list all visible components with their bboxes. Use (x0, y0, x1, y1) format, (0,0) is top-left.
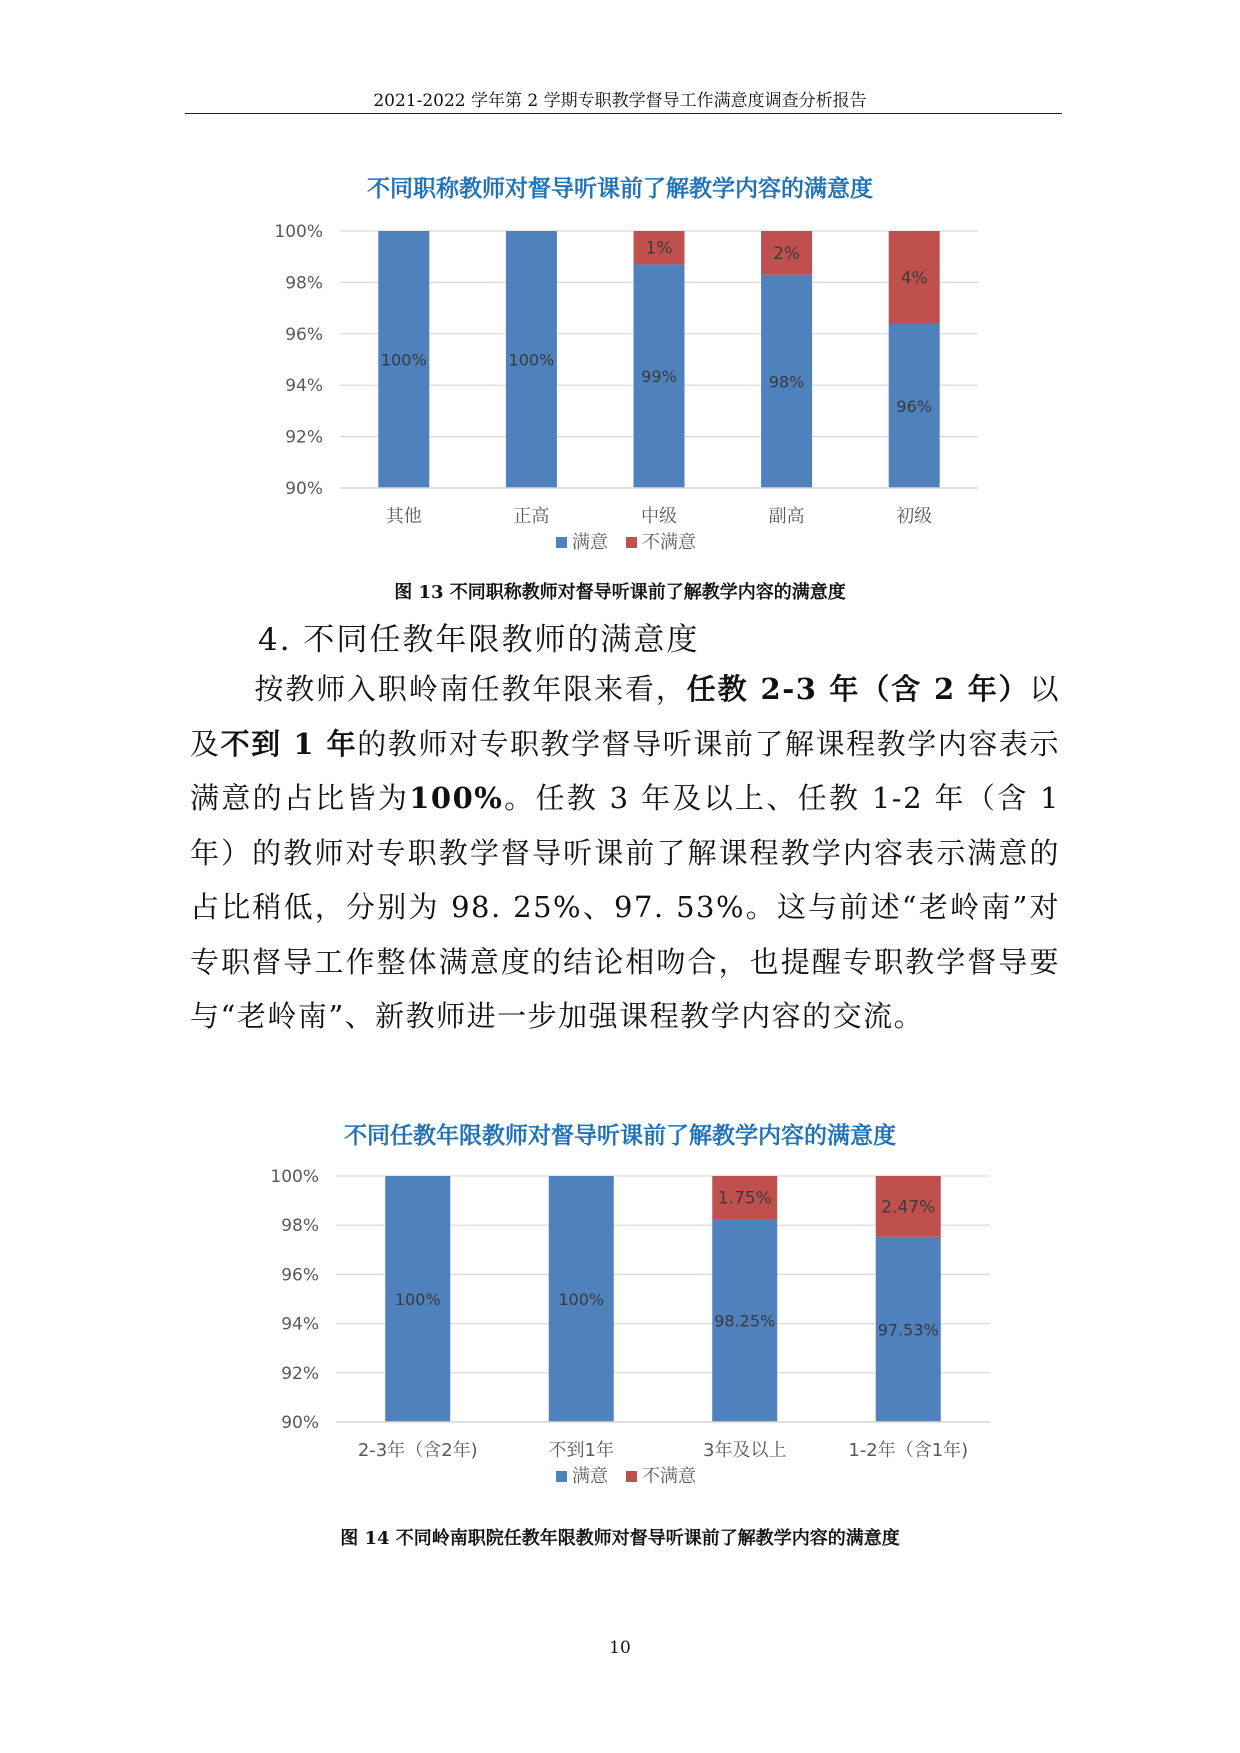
x-tick-label: 3年及以上 (703, 1440, 787, 1461)
data-label-satisfied: 96% (896, 396, 932, 416)
x-tick-label: 2-3年（含2年) (357, 1440, 478, 1461)
y-tick-label: 90% (285, 479, 323, 499)
y-tick-label: 92% (285, 427, 323, 448)
data-label-satisfied: 100% (380, 350, 427, 370)
paragraph-run: 任教 2-3 年（含 2 年） (686, 672, 1030, 706)
x-tick-label: 副高 (768, 506, 805, 527)
data-label-unsatisfied: 1.75% (717, 1188, 772, 1209)
y-tick-label: 98% (285, 273, 323, 294)
data-label-satisfied: 98.25% (714, 1311, 776, 1331)
figure13-chart (0, 200, 1240, 600)
figure14-caption: 图 14 不同岭南职院任教年限教师对督导听课前了解教学内容的满意度 (340, 1528, 900, 1549)
figure13-chart-title: 不同职称教师对督导听课前了解教学内容的满意度 (367, 176, 873, 202)
y-tick-label: 94% (285, 376, 323, 397)
y-tick-label: 94% (281, 1314, 319, 1335)
data-label-satisfied: 100% (558, 1290, 605, 1309)
paragraph-run: 。任教 3 年及以上、任教 1-2 年（含 1 年）的教师对专职教学督导听课前了解课程教学内容表示满意的占比稍低，分别为 98. 25%、97. 53%。这与前述“老岭南”对专职督导工作整体满意度的结论相吻合，也提醒专职教学督导要与“老岭南”、新教师进一步加强课程教学内容的交流。 (190, 781, 1060, 1033)
data-label-satisfied: 98% (768, 372, 805, 392)
page-number: 10 (609, 1638, 631, 1658)
legend-swatch-unsatisfied (626, 537, 637, 548)
paragraph-run: 的教师对专职教学督导听课前了解课程教学内容表示满意的占比皆为 (190, 726, 1060, 815)
y-tick-label: 96% (281, 1265, 319, 1286)
body-paragraph (190, 662, 1060, 1044)
figure13-caption: 图 13 不同职称教师对督导听课前了解教学内容的满意度 (394, 582, 846, 603)
legend-swatch-unsatisfied (626, 1471, 637, 1482)
data-label-satisfied: 99% (641, 367, 677, 387)
x-tick-label: 其他 (385, 506, 422, 527)
legend-swatch-satisfied (556, 537, 567, 548)
paragraph-run: 以及 (190, 672, 1060, 761)
x-tick-label: 不到1年 (548, 1440, 614, 1461)
legend-label-satisfied: 满意 (572, 532, 608, 553)
data-label-unsatisfied: 2.47% (881, 1197, 936, 1218)
legend-label-satisfied: 满意 (572, 1466, 608, 1487)
x-tick-label: 正高 (513, 506, 550, 527)
paragraph-run: 100% (409, 781, 504, 815)
data-label-unsatisfied: 2% (773, 243, 801, 264)
paragraph-run: 按教师入职岭南任教年限来看， (254, 672, 687, 706)
y-tick-label: 100% (274, 222, 323, 242)
y-tick-label: 100% (270, 1167, 319, 1187)
data-label-unsatisfied: 1% (645, 238, 673, 259)
figure14-chart-title: 不同任教年限教师对督导听课前了解教学内容的满意度 (344, 1123, 896, 1149)
figure14-chart (0, 1150, 1240, 1550)
x-tick-label: 初级 (896, 506, 933, 527)
data-label-satisfied: 97.53% (877, 1320, 939, 1340)
legend-swatch-satisfied (556, 1471, 567, 1482)
x-tick-label: 1-2年（含1年) (848, 1440, 969, 1461)
legend-label-unsatisfied: 不满意 (642, 1466, 696, 1487)
y-tick-label: 98% (281, 1216, 319, 1237)
y-tick-label: 96% (285, 324, 323, 345)
legend-label-unsatisfied: 不满意 (642, 532, 696, 553)
y-tick-label: 90% (281, 1413, 319, 1433)
data-label-unsatisfied: 4% (900, 268, 928, 289)
data-label-satisfied: 100% (394, 1290, 441, 1309)
header-rule (185, 113, 1062, 114)
paragraph-run: 不到 1 年 (220, 726, 358, 761)
data-label-satisfied: 100% (508, 350, 555, 370)
x-tick-label: 中级 (641, 506, 677, 527)
y-tick-label: 92% (281, 1363, 319, 1384)
section-heading: 4. 不同任教年限教师的满意度 (258, 622, 700, 658)
header-title: 2021-2022 学年第 2 学期专职教学督导工作满意度调查分析报告 (373, 91, 867, 111)
